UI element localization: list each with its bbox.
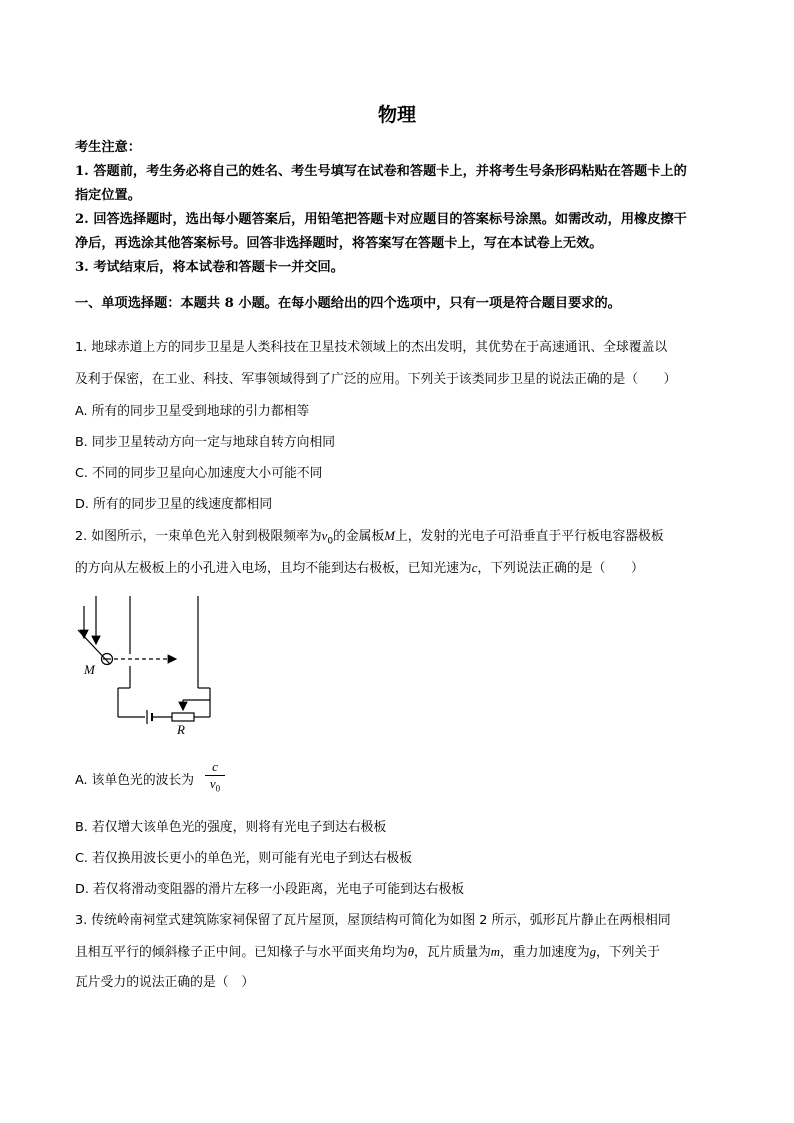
question-1-line-2: 及利于保密，在工业、科技、军事领域得到了广泛的应用。下列关于该类同步卫星的说法正确的是（ ） — [75, 372, 677, 387]
q2-var-c: c — [471, 561, 478, 575]
q3-text-b: ，瓦片质量为 — [414, 945, 491, 960]
wavelength-fraction — [203, 760, 227, 796]
q3-text-a: 且相互平行的倾斜椽子正中间。已知椽子与水平面夹角均为 — [75, 945, 408, 960]
question-2-option-b: B. 若仅增大该单色光的强度，则将有光电子到达右极板 — [75, 820, 387, 835]
q2-var-v-sub: 0 — [327, 536, 334, 547]
q3-var-g: g — [589, 945, 597, 959]
fraction-denominator: $v_0$ — [209, 776, 221, 794]
q2-var-M: M — [384, 529, 395, 543]
question-1-option-b: B. 同步卫星转动方向一定与地球自转方向相同 — [75, 435, 336, 450]
question-2-option-a: A. 该单色光的波长为 — [75, 773, 195, 788]
q3-text-c: ，重力加速度为 — [500, 945, 590, 960]
page-title: 物理 — [377, 104, 416, 126]
fraction-numerator: c — [212, 759, 218, 774]
question-3-line-2 — [75, 944, 660, 961]
photoelectric-circuit-figure — [70, 592, 230, 742]
q3-var-m: m — [490, 945, 501, 959]
q2-text-b: 的金属板 — [333, 529, 385, 544]
notice-item-2-cont: 净后，再选涂其他答案标号。回答非选择题时，将答案写在答题卡上，写在本试卷上无效。 — [75, 236, 603, 251]
notice-item-1-cont: 指定位置。 — [75, 188, 141, 203]
question-2-line-2 — [75, 560, 644, 577]
question-1-option-a: A. 所有的同步卫星受到地球的引力都相等 — [75, 404, 310, 419]
q2-text-c: 上，发射的光电子可沿垂直于平行板电容器极板 — [394, 529, 664, 544]
q3-text-d: ，下列关于 — [596, 945, 661, 960]
notice-heading: 考生注意： — [75, 140, 141, 155]
section-heading: 一、单项选择题：本题共 8 小题。在每小题给出的四个选项中，只有一项是符合题目要求的。 — [75, 296, 621, 311]
q3-var-theta: θ — [407, 945, 415, 959]
notice-item-2: 2. 回答选择题时，选出每小题答案后，用铅笔把答题卡对应题目的答案标号涂黑。如需改动，用橡皮擦干 — [75, 212, 687, 227]
question-2-option-c: C. 若仅换用波长更小的单色光，则可能有光电子到达右极板 — [75, 851, 412, 866]
question-1-option-c: C. 不同的同步卫星向心加速度大小可能不同 — [75, 466, 323, 481]
question-2-line-1 — [75, 528, 664, 550]
question-1-line-1: 1. 地球赤道上方的同步卫星是人类科技在卫星技术领域上的杰出发明，其优势在于高速通讯、全球覆盖以 — [75, 340, 668, 355]
question-1-option-d: D. 所有的同步卫星的线速度都相同 — [75, 497, 273, 512]
rheostat-r — [172, 713, 194, 721]
label-r: R — [177, 722, 185, 737]
q2-text-d: 的方向从左极板上的小孔进入电场，且均不能到达右极板，已知光速为 — [75, 561, 472, 576]
q2-var-v: v — [321, 529, 328, 543]
notice-item-1: 1. 答题前，考生务必将自己的姓名、考生号填写在试卷和答题卡上，并将考生号条形码粘贴在答题卡上的 — [75, 164, 687, 179]
question-2-option-d: D. 若仅将滑动变阻器的滑片左移一小段距离，光电子可能到达右极板 — [75, 882, 465, 897]
label-m: M — [84, 662, 95, 677]
q2-text-a: 2. 如图所示，一束单色光入射到极限频率为 — [75, 529, 322, 544]
question-3-line-3: 瓦片受力的说法正确的是（ ） — [75, 975, 255, 990]
question-3-line-1: 3. 传统岭南祠堂式建筑陈家祠保留了瓦片屋顶，屋顶结构可简化为如图 2 所示，弧形瓦片静止在两根相同 — [75, 913, 671, 928]
q2-text-e: ，下列说法正确的是（ ） — [477, 561, 644, 576]
notice-item-3: 3. 考试结束后，将本试卷和答题卡一并交回。 — [75, 260, 344, 275]
